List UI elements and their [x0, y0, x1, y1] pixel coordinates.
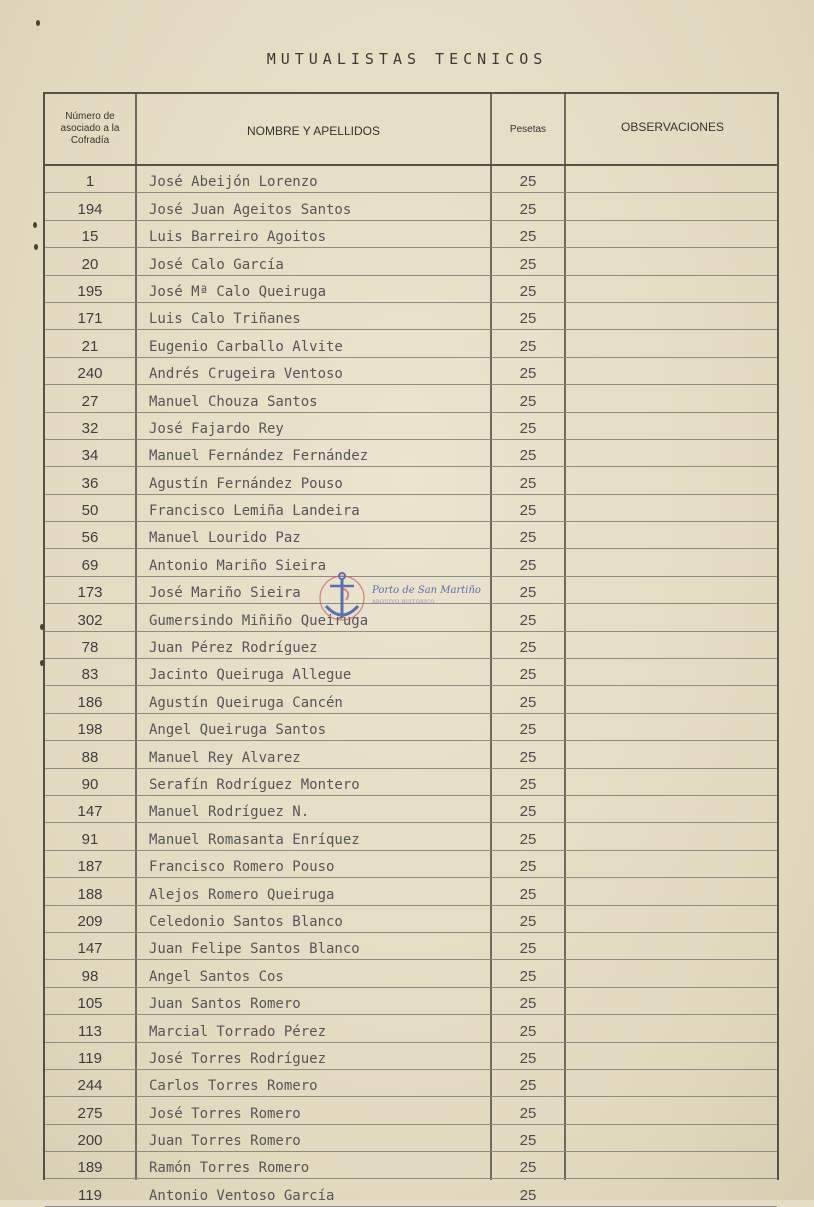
member-observations — [566, 823, 777, 849]
member-name: José Torres Romero — [149, 1105, 301, 1122]
member-name: Angel Santos Cos — [149, 968, 284, 985]
member-name: Agustín Fernández Pouso — [149, 475, 343, 492]
member-observations — [566, 851, 777, 877]
member-pesetas: 25 — [519, 556, 537, 574]
table-row — [45, 522, 777, 549]
member-pesetas: 25 — [519, 803, 537, 821]
member-observations — [566, 221, 777, 247]
member-pesetas: 25 — [519, 502, 537, 520]
member-observations — [566, 1179, 777, 1205]
member-observations — [566, 988, 777, 1014]
member-name: Agustín Queiruga Cancén — [149, 694, 343, 711]
member-pesetas: 25 — [519, 419, 537, 437]
member-name: Francisco Lemiña Landeira — [149, 503, 360, 520]
member-number: 119 — [78, 1186, 102, 1204]
member-pesetas: 25 — [519, 611, 537, 629]
table-row — [45, 1043, 777, 1070]
member-observations — [566, 1152, 777, 1178]
member-pesetas: 25 — [519, 885, 537, 903]
member-pesetas: 25 — [519, 967, 537, 985]
archive-stamp-subtitle: ARQUIVO HISTÓRICO — [372, 599, 435, 605]
archive-stamp — [372, 586, 481, 607]
member-name: Serafín Rodríguez Montero — [149, 776, 360, 793]
table-row — [45, 1015, 777, 1042]
table-row — [45, 467, 777, 494]
member-observations — [566, 440, 777, 466]
member-observations — [566, 166, 777, 192]
member-name: Carlos Torres Romero — [149, 1078, 318, 1095]
member-number: 275 — [77, 1104, 103, 1122]
member-number: 36 — [81, 474, 99, 492]
member-name: Jacinto Queiruga Allegue — [149, 667, 352, 684]
member-number: 20 — [81, 255, 99, 273]
member-name: Manuel Fernández Fernández — [149, 448, 369, 465]
table-row — [45, 714, 777, 741]
member-pesetas: 25 — [519, 337, 537, 355]
table-row — [45, 604, 777, 631]
paper-stain — [40, 660, 44, 666]
member-name: Andrés Crugeira Ventoso — [149, 366, 343, 383]
member-observations — [566, 1015, 777, 1041]
member-pesetas: 25 — [519, 365, 537, 383]
member-name: Manuel Romasanta Enríquez — [149, 831, 360, 848]
member-observations — [566, 933, 777, 959]
member-number: 21 — [81, 337, 99, 355]
member-number: 27 — [81, 392, 99, 410]
table-row — [45, 933, 777, 960]
member-name: Antonio Ventoso García — [149, 1187, 335, 1204]
member-observations — [566, 495, 777, 521]
member-pesetas: 25 — [519, 912, 537, 930]
member-observations — [566, 549, 777, 575]
member-observations — [566, 276, 777, 302]
paper-stain — [40, 624, 44, 630]
member-observations — [566, 1043, 777, 1069]
member-observations — [566, 1097, 777, 1123]
column-header-name: NOMBRE Y APELLIDOS — [247, 124, 380, 138]
paper-stain — [36, 20, 40, 26]
member-pesetas: 25 — [519, 693, 537, 711]
column-header-number: Número de asociado a la Cofradía — [60, 111, 120, 146]
member-observations — [566, 878, 777, 904]
document-heading: MUTUALISTAS TECNICOS — [266, 50, 548, 68]
archive-stamp-title: Porto de San Martiño — [372, 585, 481, 596]
member-pesetas: 25 — [519, 830, 537, 848]
member-observations — [566, 686, 777, 712]
table-row — [45, 960, 777, 987]
member-observations — [566, 577, 777, 603]
member-name: Manuel Lourido Paz — [149, 530, 301, 547]
member-pesetas: 25 — [519, 1104, 537, 1122]
member-number: 147 — [77, 803, 103, 821]
member-observations — [566, 522, 777, 548]
member-pesetas: 25 — [519, 858, 537, 876]
table-row — [45, 769, 777, 796]
member-number: 195 — [77, 282, 103, 300]
member-pesetas: 25 — [519, 529, 537, 547]
member-name: José Torres Rodríguez — [149, 1050, 327, 1067]
member-pesetas: 25 — [519, 282, 537, 300]
member-observations — [566, 1125, 777, 1151]
member-name: José Juan Ageitos Santos — [149, 201, 352, 218]
member-pesetas: 25 — [519, 748, 537, 766]
member-number: 240 — [77, 365, 103, 383]
column-header-observations: OBSERVACIONES — [621, 120, 724, 134]
member-number: 78 — [81, 639, 99, 657]
member-pesetas: 25 — [519, 474, 537, 492]
member-number: 56 — [81, 529, 99, 547]
table-row — [45, 1097, 777, 1124]
member-number: 198 — [77, 721, 103, 739]
member-pesetas: 25 — [519, 940, 537, 958]
member-pesetas: 25 — [519, 995, 537, 1013]
member-number: 113 — [78, 1022, 102, 1040]
member-name: Alejos Romero Queiruga — [149, 886, 335, 903]
member-number: 119 — [78, 1049, 102, 1067]
table-row — [45, 988, 777, 1015]
member-name: Manuel Rey Alvarez — [149, 749, 301, 766]
member-name: Juan Pérez Rodríguez — [149, 640, 318, 657]
member-pesetas: 25 — [519, 1186, 537, 1204]
member-name: Juan Felipe Santos Blanco — [149, 941, 360, 958]
member-pesetas: 25 — [519, 173, 537, 191]
member-name: Antonio Mariño Sieira — [149, 557, 327, 574]
member-observations — [566, 330, 777, 356]
table-row — [45, 385, 777, 412]
member-pesetas: 25 — [519, 447, 537, 465]
member-pesetas: 25 — [519, 584, 537, 602]
member-number: 69 — [81, 556, 99, 574]
member-pesetas: 25 — [519, 392, 537, 410]
member-observations — [566, 303, 777, 329]
table-row — [45, 495, 777, 522]
table-body — [45, 166, 777, 1207]
member-name: Ramón Torres Romero — [149, 1160, 310, 1177]
member-pesetas: 25 — [519, 775, 537, 793]
member-pesetas: 25 — [519, 228, 537, 246]
member-pesetas: 25 — [519, 721, 537, 739]
member-number: 50 — [81, 502, 99, 520]
member-observations — [566, 659, 777, 685]
table-row — [45, 741, 777, 768]
member-observations — [566, 769, 777, 795]
table-row — [45, 796, 777, 823]
member-name: Celedonio Santos Blanco — [149, 913, 343, 930]
member-observations — [566, 385, 777, 411]
member-pesetas: 25 — [519, 639, 537, 657]
member-pesetas: 25 — [519, 1132, 537, 1150]
member-number: 186 — [77, 693, 103, 711]
member-observations — [566, 960, 777, 986]
member-name: Juan Santos Romero — [149, 996, 301, 1013]
member-observations — [566, 604, 777, 630]
member-number: 171 — [77, 310, 103, 328]
member-name: Luis Barreiro Agoitos — [149, 229, 327, 246]
table-row — [45, 632, 777, 659]
member-number: 187 — [77, 858, 103, 876]
member-pesetas: 25 — [519, 310, 537, 328]
table-row — [45, 659, 777, 686]
member-observations — [566, 906, 777, 932]
member-name: José Abeijón Lorenzo — [149, 174, 318, 191]
table-row — [45, 221, 777, 248]
column-header-pesetas: Pesetas — [509, 124, 547, 135]
anchor-stamp-icon — [316, 568, 368, 628]
members-table — [43, 92, 779, 1204]
table-row — [45, 193, 777, 220]
member-observations — [566, 632, 777, 658]
member-number: 90 — [81, 775, 99, 793]
table-row — [45, 440, 777, 467]
table-row — [45, 549, 777, 576]
member-name: Francisco Romero Pouso — [149, 859, 335, 876]
member-number: 32 — [81, 419, 99, 437]
member-number: 1 — [85, 173, 95, 191]
member-pesetas: 25 — [519, 1049, 537, 1067]
member-observations — [566, 741, 777, 767]
member-pesetas: 25 — [519, 666, 537, 684]
member-number: 83 — [81, 666, 99, 684]
table-row — [45, 878, 777, 905]
member-number: 91 — [81, 830, 99, 848]
paper-stain — [33, 222, 37, 228]
member-name: Marcial Torrado Pérez — [149, 1023, 327, 1040]
member-number: 244 — [77, 1077, 103, 1095]
member-name: Manuel Chouza Santos — [149, 393, 318, 410]
member-observations — [566, 413, 777, 439]
table-row — [45, 330, 777, 357]
table-row — [45, 303, 777, 330]
member-number: 98 — [81, 967, 99, 985]
member-observations — [566, 714, 777, 740]
member-name: José Calo García — [149, 256, 284, 273]
member-observations — [566, 193, 777, 219]
member-number: 34 — [81, 447, 99, 465]
member-observations — [566, 358, 777, 384]
table-row — [45, 413, 777, 440]
table-row — [45, 823, 777, 850]
member-number: 173 — [77, 584, 103, 602]
table-row — [45, 276, 777, 303]
table-row — [45, 1125, 777, 1152]
member-number: 147 — [77, 940, 103, 958]
table-row — [45, 166, 777, 193]
table-row — [45, 1070, 777, 1097]
member-name: José Fajardo Rey — [149, 420, 284, 437]
member-number: 200 — [77, 1132, 103, 1150]
member-observations — [566, 796, 777, 822]
table-row — [45, 906, 777, 933]
member-observations — [566, 1070, 777, 1096]
member-number: 88 — [81, 748, 99, 766]
paper-stain — [34, 244, 38, 250]
member-number: 15 — [81, 228, 99, 246]
table-row — [45, 358, 777, 385]
member-number: 302 — [77, 611, 103, 629]
table-row — [45, 1152, 777, 1179]
member-pesetas: 25 — [519, 200, 537, 218]
table-row — [45, 248, 777, 275]
table-row — [45, 686, 777, 713]
member-pesetas: 25 — [519, 1022, 537, 1040]
table-row — [45, 1179, 777, 1206]
member-pesetas: 25 — [519, 255, 537, 273]
member-number: 209 — [77, 912, 103, 930]
member-number: 194 — [77, 200, 103, 218]
member-name: Juan Torres Romero — [149, 1133, 301, 1150]
member-number: 188 — [77, 885, 103, 903]
member-name: Gumersindo Miñiño Queiruga — [149, 612, 369, 629]
member-name: José Mª Calo Queiruga — [149, 283, 327, 300]
member-number: 105 — [77, 995, 103, 1013]
member-name: Angel Queiruga Santos — [149, 722, 327, 739]
member-observations — [566, 467, 777, 493]
table-row — [45, 851, 777, 878]
member-name: Eugenio Carballo Alvite — [149, 338, 343, 355]
member-number: 189 — [77, 1159, 103, 1177]
member-name: Manuel Rodríguez N. — [149, 804, 310, 821]
member-name: José Mariño Sieira — [149, 585, 301, 602]
member-pesetas: 25 — [519, 1159, 537, 1177]
member-name: Luis Calo Triñanes — [149, 311, 301, 328]
member-observations — [566, 248, 777, 274]
member-pesetas: 25 — [519, 1077, 537, 1095]
